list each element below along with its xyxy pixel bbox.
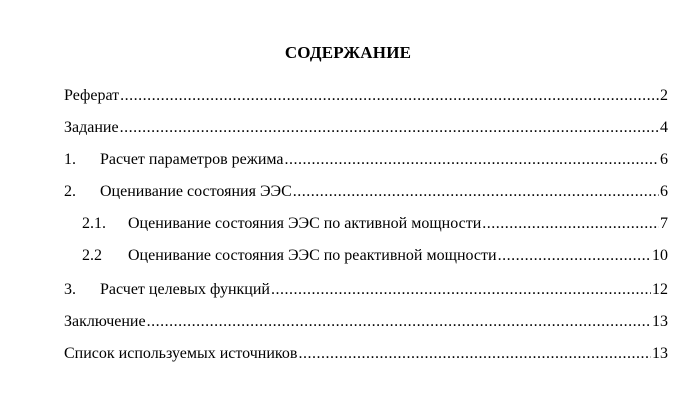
toc-entry-text: Реферат [64,87,120,104]
toc-entry[interactable] [64,182,668,202]
toc-entry[interactable] [64,344,668,364]
toc-dot-leader [120,86,659,106]
toc-entry-text: Оценивание состояния ЭЭС по активной мощности [128,215,482,232]
toc-dot-leader [298,344,651,364]
toc-dot-leader [498,246,651,266]
toc-page-number: 13 [652,345,668,362]
toc-entry-text: Оценивание состояния ЭЭС по реактивной мощности [128,247,497,264]
toc-page-number: 10 [652,247,668,264]
toc-dot-leader [482,214,659,234]
toc-page-number: 6 [660,183,668,200]
toc-dot-leader [147,312,651,332]
toc-page-number: 2 [660,87,668,104]
toc-entry-text: Заключение [64,313,146,330]
toc-entry[interactable] [64,280,668,300]
toc-entry-text: Расчет целевых функций [100,281,270,298]
toc-dot-leader [285,150,660,170]
toc-entry-text: Задание [64,119,119,136]
toc-entry-text: Оценивание состояния ЭЭС [100,183,292,200]
toc-entry[interactable] [82,246,668,266]
toc-dot-leader [271,280,651,300]
toc-entry[interactable] [64,118,668,138]
toc-page-number: 7 [660,215,668,232]
toc-entry-text: Расчет параметров режима [100,151,284,168]
toc-entry[interactable] [64,150,668,170]
toc-entry[interactable] [64,86,668,106]
toc-entry-number: 1. [64,151,76,168]
toc-entry-number: 3. [64,281,76,298]
toc-dot-leader [293,182,659,202]
toc-entry[interactable] [82,214,668,234]
toc-entry[interactable] [64,312,668,332]
toc-page-number: 12 [652,281,668,298]
toc-page-number: 4 [660,119,668,136]
toc-page-number: 13 [652,313,668,330]
toc-entry-text: Список используемых источников [64,345,298,362]
toc-entry-number: 2.1. [82,215,106,232]
toc-entry-number: 2. [64,183,76,200]
toc-entry-number: 2.2 [82,247,102,264]
toc-dot-leader [120,118,659,138]
page-title: СОДЕРЖАНИЕ [284,43,412,62]
toc-page-number: 6 [660,151,668,168]
